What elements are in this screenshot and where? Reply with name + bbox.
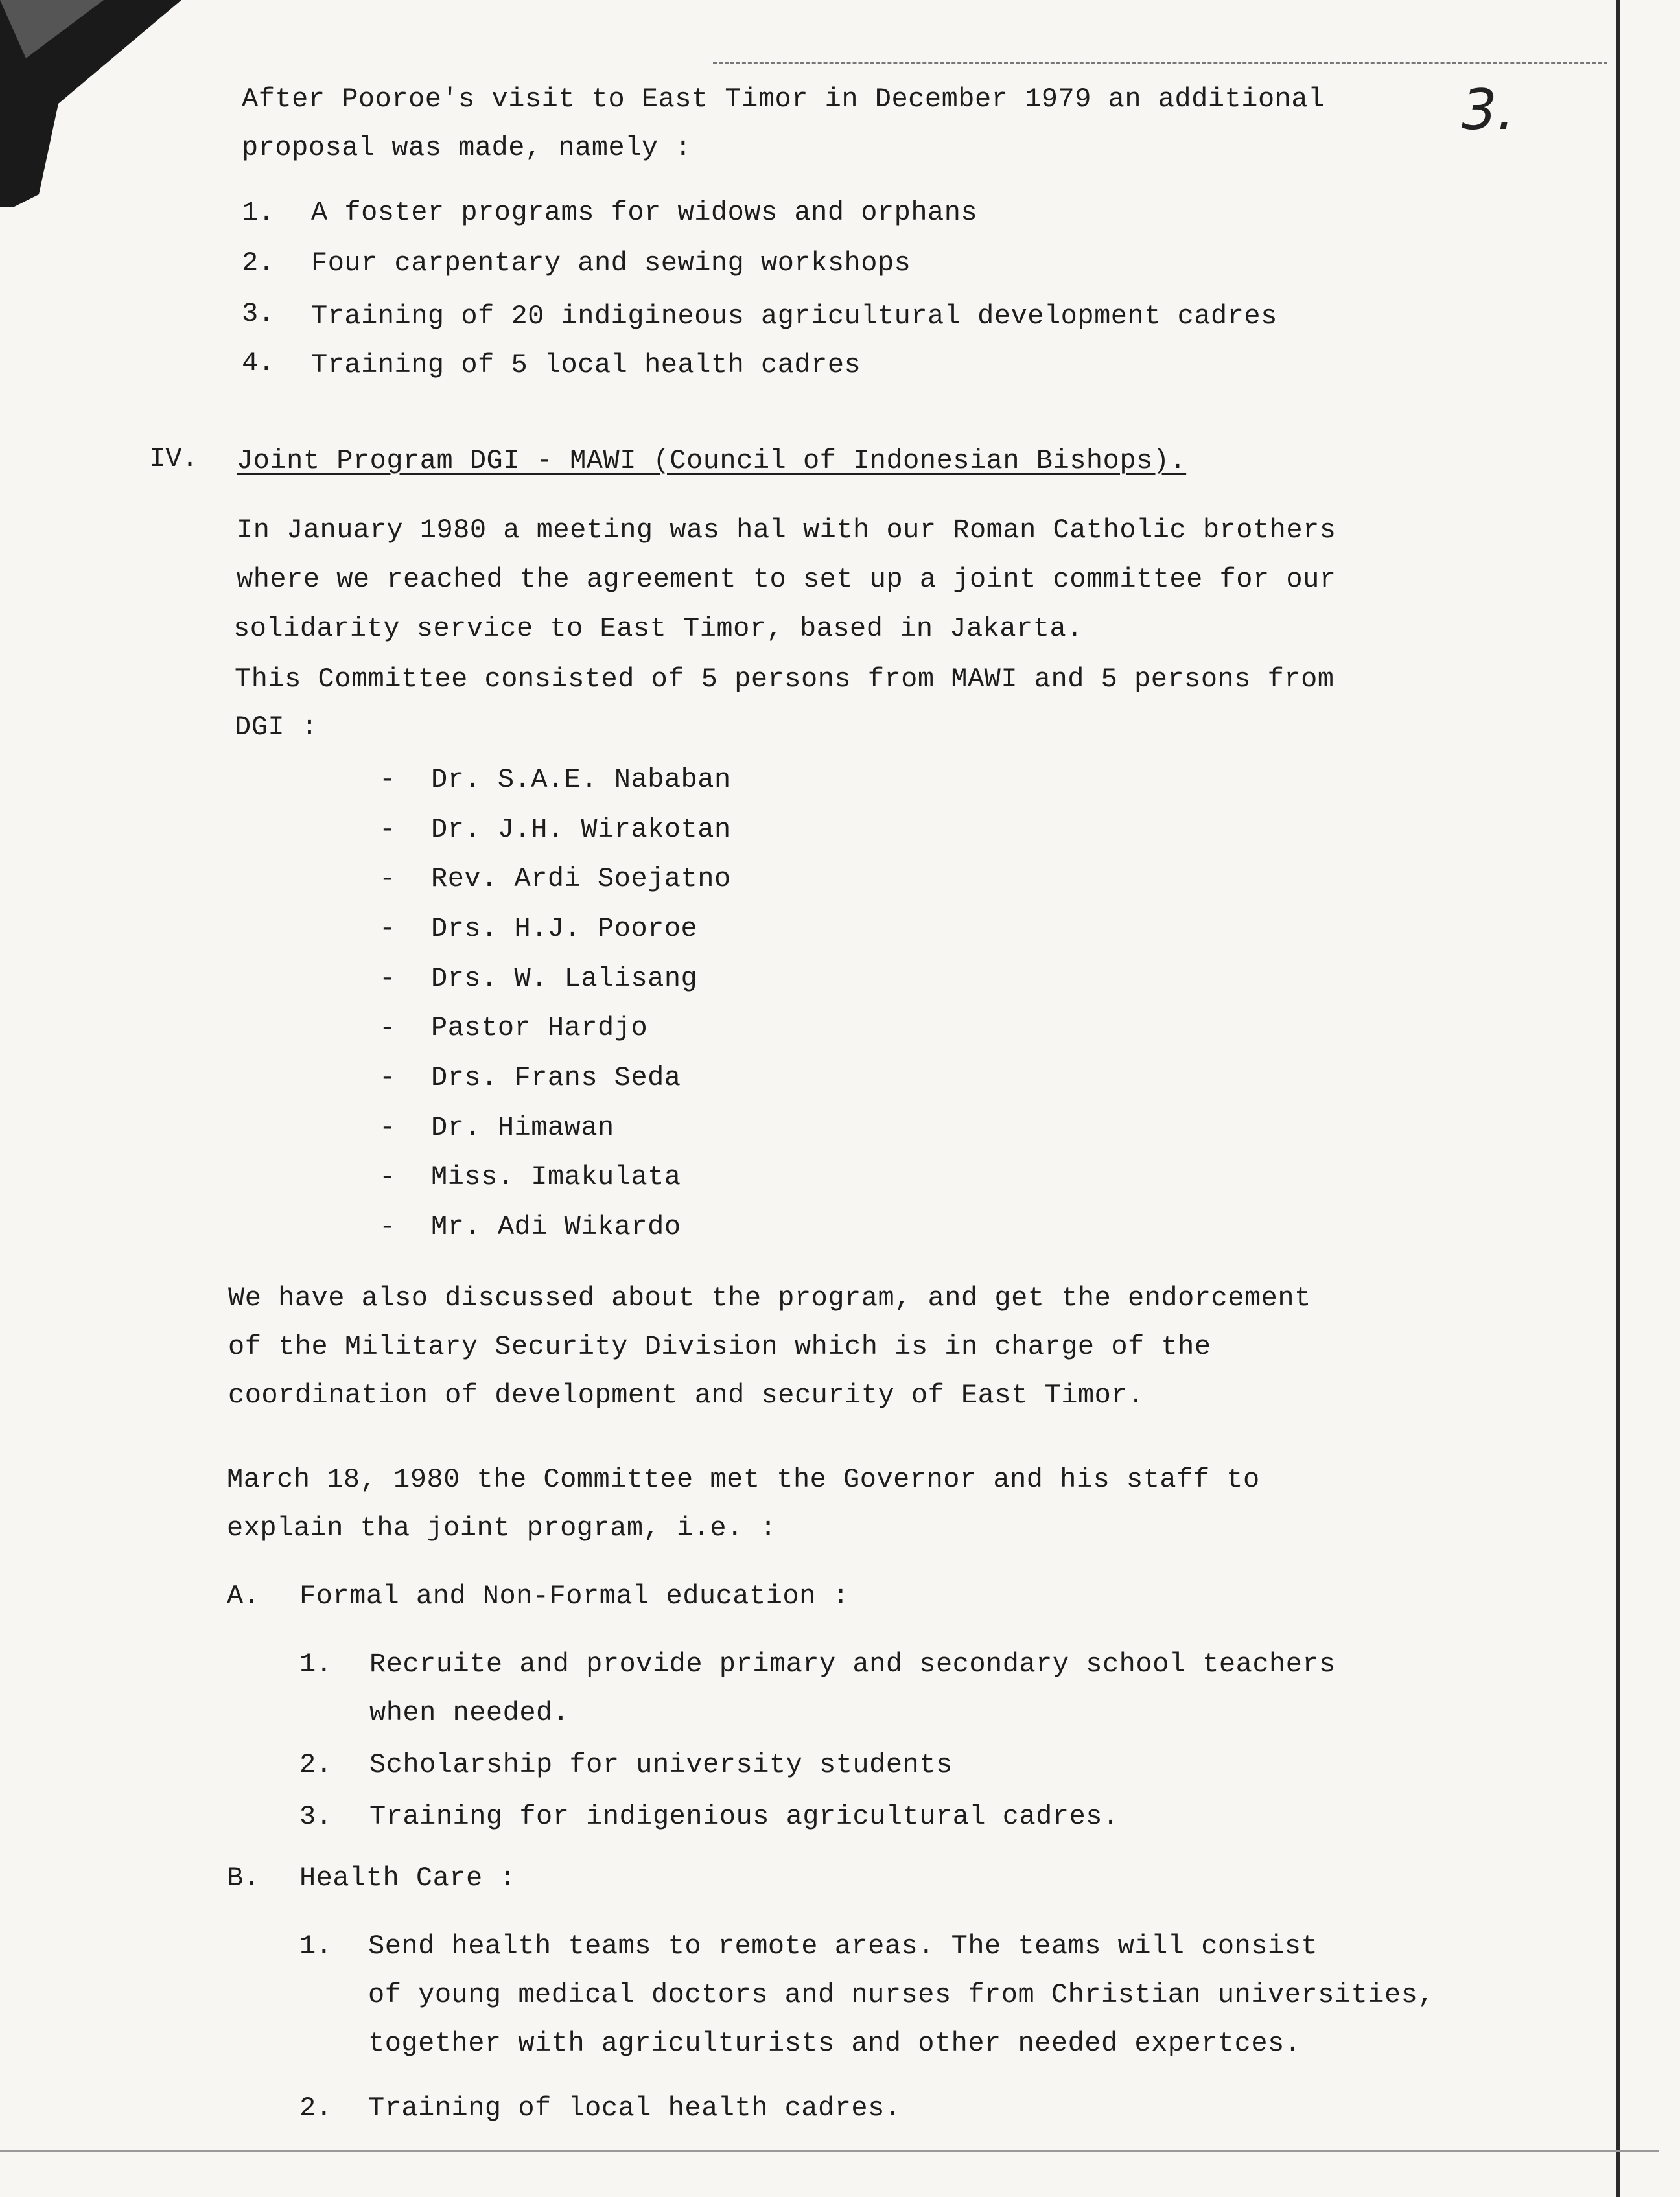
section-heading: Joint Program DGI - MAWI (Council of Indonesian Bishops). bbox=[237, 445, 1187, 476]
list-item-line: Send health teams to remote areas. The teams will consist bbox=[368, 1931, 1318, 1962]
list-item-line: Recruite and provide primary and secondary school teachers bbox=[369, 1649, 1336, 1680]
paragraph-line: of the Military Security Division which is in charge of the bbox=[228, 1331, 1211, 1362]
intro-line-1: After Pooroe's visit to East Timor in December 1979 an additional bbox=[242, 84, 1325, 115]
list-dash: - bbox=[379, 814, 396, 845]
intro-line-2: proposal was made, namely : bbox=[242, 132, 692, 163]
committee-member: Rev. Ardi Soejatno bbox=[431, 863, 731, 894]
committee-member: Miss. Imakulata bbox=[431, 1161, 681, 1192]
list-dash: - bbox=[379, 1012, 396, 1043]
list-number: 2. bbox=[299, 2093, 332, 2124]
proposal-number: 2. bbox=[242, 248, 275, 279]
list-item-line: when needed. bbox=[369, 1697, 570, 1728]
paragraph-line: In January 1980 a meeting was hal with our Roman Catholic brothers bbox=[237, 515, 1336, 546]
proposal-item: A foster programs for widows and orphans bbox=[311, 197, 978, 228]
list-dash: - bbox=[379, 1161, 396, 1192]
scan-right-edge bbox=[1616, 0, 1620, 2197]
scan-corner-mark bbox=[0, 0, 194, 207]
committee-member: Dr. S.A.E. Nababan bbox=[431, 764, 731, 795]
committee-member: Drs. W. Lalisang bbox=[431, 963, 698, 994]
list-dash: - bbox=[379, 913, 396, 944]
paragraph-line: March 18, 1980 the Committee met the Governor and his staff to bbox=[227, 1464, 1260, 1495]
proposal-item: Training of 5 local health cadres bbox=[311, 349, 861, 380]
list-number: 3. bbox=[299, 1801, 332, 1832]
committee-member: Pastor Hardjo bbox=[431, 1012, 648, 1043]
list-item-line: Scholarship for university students bbox=[369, 1749, 953, 1780]
proposal-number: 4. bbox=[242, 347, 275, 378]
list-dash: - bbox=[379, 764, 396, 795]
list-dash: - bbox=[379, 1112, 396, 1143]
list-number: 1. bbox=[299, 1931, 332, 1962]
paragraph-line: coordination of development and security of East Timor. bbox=[228, 1380, 1145, 1411]
scan-bottom-rule bbox=[0, 2150, 1659, 2152]
section-label: B. bbox=[227, 1863, 260, 1894]
section-title: Formal and Non-Formal education : bbox=[299, 1581, 850, 1612]
committee-member: Drs. Frans Seda bbox=[431, 1062, 681, 1093]
page-number: 3. bbox=[1462, 78, 1515, 143]
paragraph-line: solidarity service to East Timor, based in Jakarta. bbox=[233, 613, 1083, 644]
paragraph-line: where we reached the agreement to set up a joint committee for our bbox=[237, 564, 1336, 595]
list-number: 2. bbox=[299, 1749, 332, 1780]
paragraph-line: We have also discussed about the program, and get the endorcement bbox=[228, 1283, 1311, 1314]
list-dash: - bbox=[379, 963, 396, 994]
committee-member: Drs. H.J. Pooroe bbox=[431, 913, 698, 944]
paragraph-line: This Committee consisted of 5 persons from MAWI and 5 persons from bbox=[235, 664, 1335, 695]
scan-top-rule bbox=[713, 62, 1607, 64]
proposal-number: 1. bbox=[242, 197, 275, 228]
committee-member: Dr. J.H. Wirakotan bbox=[431, 814, 731, 845]
proposal-number: 3. bbox=[242, 298, 275, 329]
list-item-line: Training for indigenious agricultural cadres. bbox=[369, 1801, 1119, 1832]
proposal-item: Training of 20 indigineous agricultural development cadres bbox=[311, 301, 1278, 332]
section-title: Health Care : bbox=[299, 1863, 517, 1894]
paragraph-line: DGI : bbox=[235, 712, 318, 743]
list-dash: - bbox=[379, 863, 396, 894]
proposal-item: Four carpentary and sewing workshops bbox=[311, 248, 911, 279]
list-item-line: Training of local health cadres. bbox=[368, 2093, 902, 2124]
list-item-line: of young medical doctors and nurses from Christian universities, bbox=[368, 1979, 1435, 2010]
committee-member: Mr. Adi Wikardo bbox=[431, 1211, 681, 1242]
list-item-line: together with agriculturists and other needed expertces. bbox=[368, 2028, 1301, 2059]
paragraph-line: explain tha joint program, i.e. : bbox=[227, 1513, 777, 1544]
committee-member: Dr. Himawan bbox=[431, 1112, 614, 1143]
list-dash: - bbox=[379, 1062, 396, 1093]
list-number: 1. bbox=[299, 1649, 332, 1680]
section-number: IV. bbox=[149, 443, 198, 474]
section-label: A. bbox=[227, 1581, 260, 1612]
list-dash: - bbox=[379, 1211, 396, 1242]
